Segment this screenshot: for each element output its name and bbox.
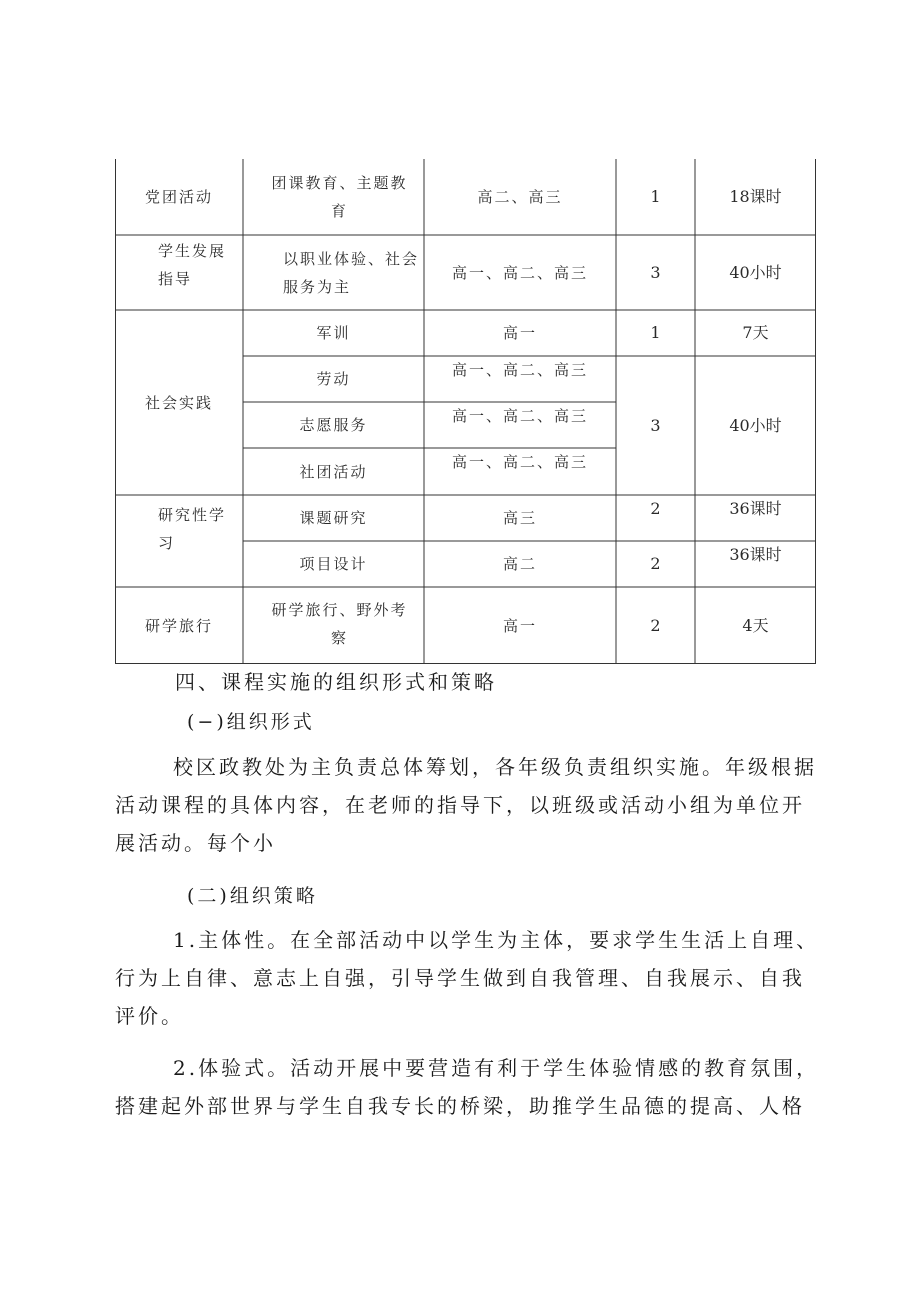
cell-content-labor: 劳动	[316, 370, 351, 388]
cell-content-military: 军训	[316, 324, 351, 342]
cell-grades-labor: 高一、高二、高三	[451, 361, 588, 379]
cell-hours-guidance: 40小时	[729, 262, 782, 282]
cell-grades-military: 高一	[502, 324, 537, 342]
cell-hours-travel: 4天	[742, 615, 769, 635]
cell-grades-topic-research: 高三	[502, 509, 537, 527]
cell-category-travel: 研学旅行	[144, 616, 213, 635]
cell-credits-practice-merged: 3	[650, 415, 661, 435]
para2-line1: 1.主体性。在全部活动中以学生为主体，要求学生生活上自理、	[173, 928, 820, 952]
category-party-line1: 党团活动	[144, 188, 213, 206]
content-party-line1: 团课教育、主题教	[271, 174, 408, 192]
paragraph-experience-strategy	[115, 1049, 835, 1125]
cell-content-travel: 研学旅行、野外考 察	[271, 601, 408, 647]
para3-line2: 搭建起外部世界与学生自我专长的桥梁，助推学生品德的提高、人格	[115, 1094, 805, 1118]
cell-hours-party: 18课时	[729, 187, 782, 206]
cell-category-guidance: 学生发展 指导	[158, 242, 227, 288]
curriculum-table	[115, 159, 816, 664]
cell-credits-project-design: 2	[650, 554, 661, 573]
cell-content-volunteer: 志愿服务	[299, 416, 368, 434]
cell-grades-clubs: 高一、高二、高三	[451, 453, 588, 471]
paragraph-subject-strategy	[115, 921, 835, 1035]
cell-grades-project-design: 高二	[502, 555, 537, 573]
cell-credits-military: 1	[650, 323, 661, 342]
cell-grades-volunteer: 高一、高二、高三	[451, 407, 588, 425]
para1-line1: 校区政教处为主负责总体筹划，各年级负责组织实施。年级根据	[173, 755, 817, 779]
paragraph-organization-form	[115, 748, 835, 862]
subheading-organization-form: (−)组织形式	[187, 711, 315, 733]
cell-category-research: 研究性学 习	[158, 506, 227, 552]
cell-hours-topic-research: 36课时	[729, 499, 782, 518]
content-party-line2: 育	[330, 202, 348, 220]
cell-grades-guidance: 高一、高二、高三	[451, 263, 588, 282]
cell-content-party	[255, 169, 424, 225]
cell-content-clubs: 社团活动	[299, 462, 368, 481]
cell-hours-military: 7天	[742, 323, 769, 342]
cell-category-party	[115, 159, 243, 235]
section-heading: 四、课程实施的组织形式和策略	[175, 670, 497, 694]
cell-grades-party: 高二、高三	[477, 188, 563, 206]
cell-credits-topic-research: 2	[650, 499, 661, 518]
cell-content-project-design: 项目设计	[299, 555, 368, 573]
para1-line2: 活动课程的具体内容，在老师的指导下，以班级或活动小组为单位开	[115, 793, 805, 817]
cell-credits-travel: 2	[650, 615, 661, 635]
cell-grades-travel: 高一	[502, 616, 537, 635]
cell-content-topic-research: 课题研究	[299, 509, 368, 527]
subheading-organization-strategy: (二)组织策略	[187, 885, 318, 907]
para3-line1: 2.体验式。活动开展中要营造有利于学生体验情感的教育氛围，	[173, 1056, 820, 1080]
cell-content-guidance: 以职业体验、社会 服务为主	[283, 250, 420, 296]
cell-credits-party: 1	[650, 187, 661, 206]
cell-hours-practice-merged: 40小时	[729, 415, 782, 435]
cell-credits-guidance: 3	[650, 262, 661, 282]
para1-line3: 展活动。每个小	[115, 831, 276, 855]
cell-hours-project-design: 36课时	[729, 545, 782, 564]
cell-category-practice: 社会实践	[144, 393, 213, 412]
para2-line2: 行为上自律、意志上自强，引导学生做到自我管理、自我展示、自我	[115, 966, 805, 990]
para2-line3: 评价。	[115, 1004, 184, 1028]
